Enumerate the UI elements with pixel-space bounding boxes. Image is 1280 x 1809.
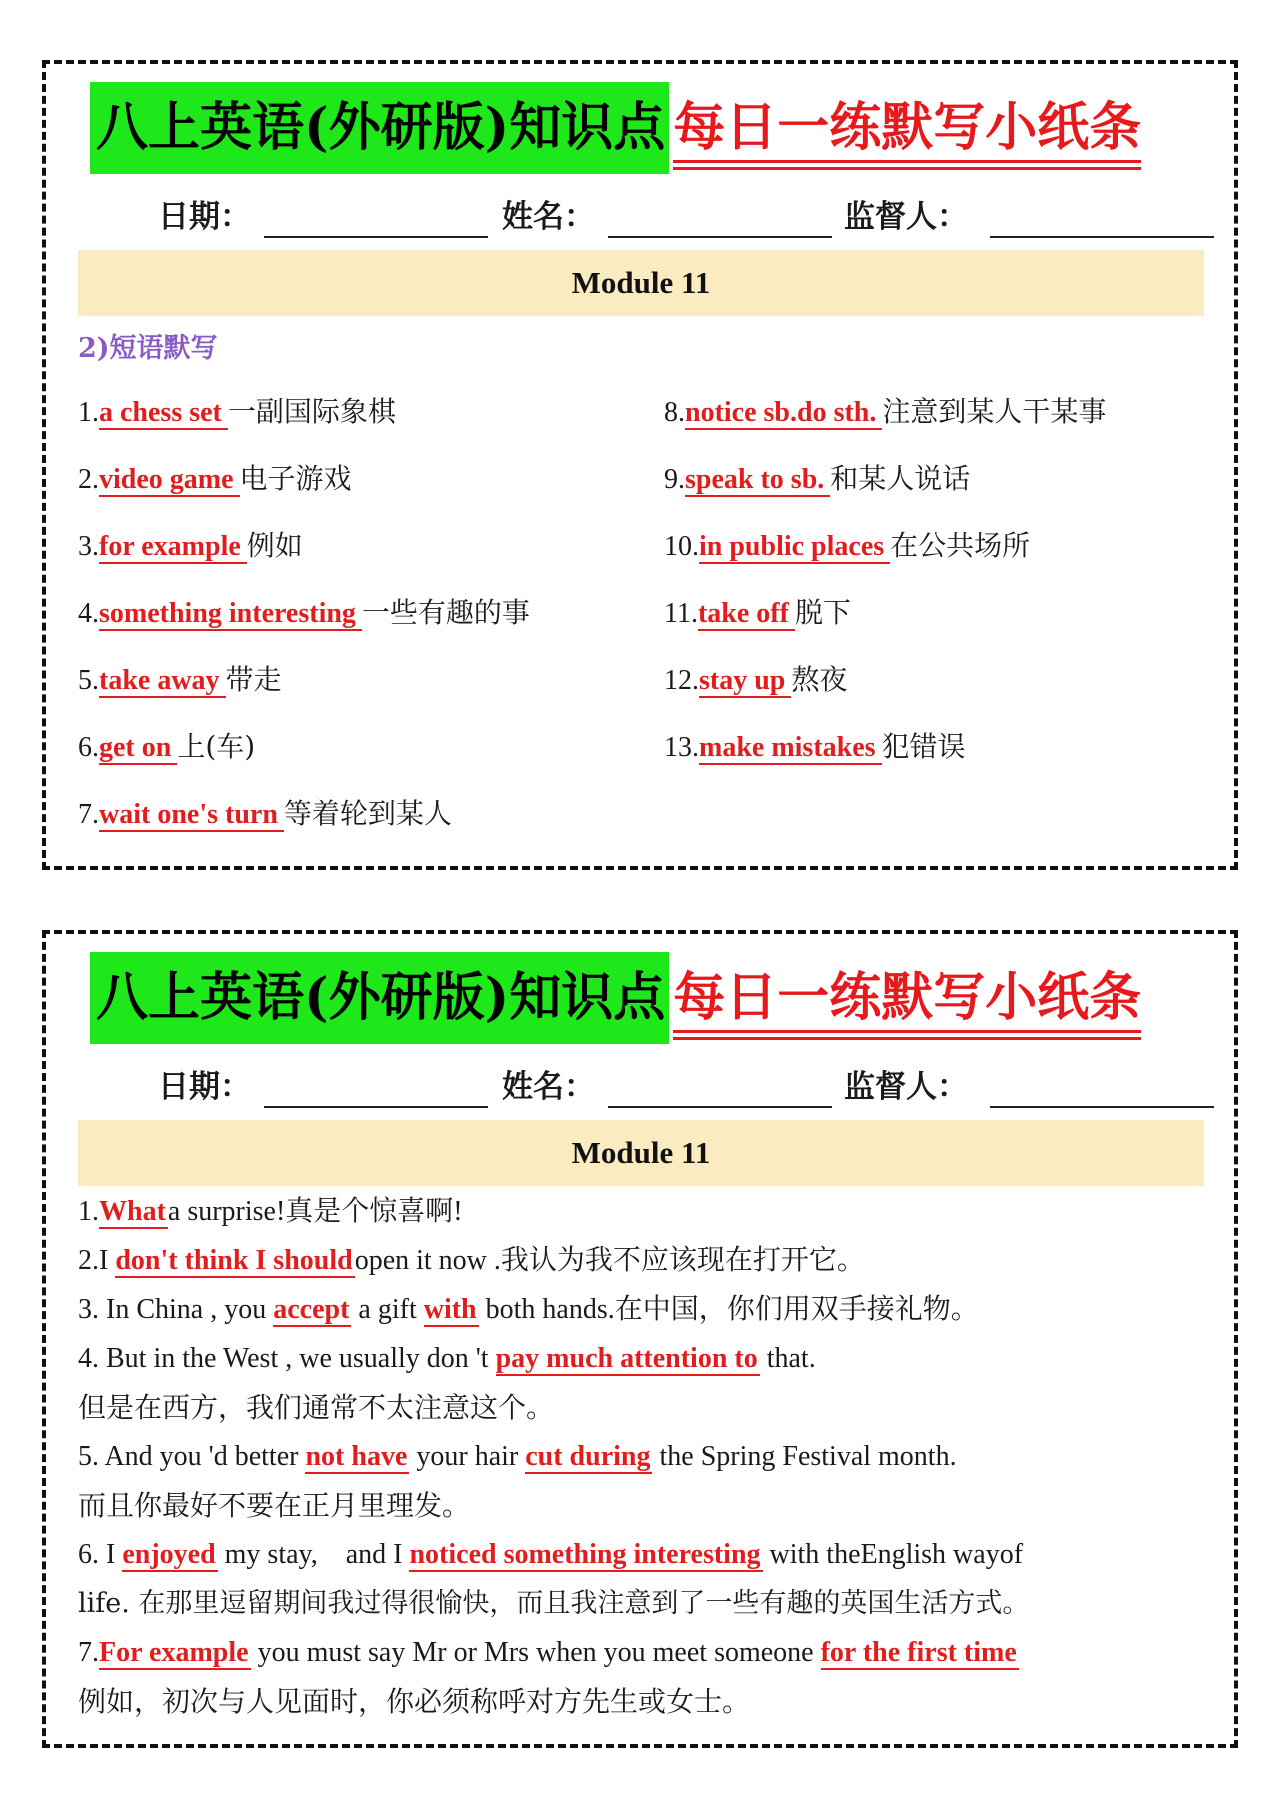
sentence-text: your hair	[409, 1441, 526, 1472]
phrase-meaning: 一些有趣的事	[361, 596, 530, 629]
sentence-text: my stay, and I	[217, 1539, 410, 1570]
section-label: 2)短语默写	[78, 333, 218, 364]
card-title	[90, 82, 1141, 174]
sentence-2	[78, 1241, 865, 1281]
phrase-meaning: 犯错误	[881, 730, 966, 763]
phrase-item	[664, 593, 851, 635]
practice-card-2	[42, 930, 1238, 1748]
sentence-text: that.	[759, 1343, 816, 1374]
sentence-4-translation: 但是在西方，我们通常不太注意这个。	[78, 1391, 555, 1424]
phrase-number: 1.	[78, 397, 99, 428]
phrase-number: 5.	[78, 665, 99, 696]
phrase-meaning: 例如	[246, 529, 303, 562]
name-label: 姓名：	[502, 199, 595, 235]
title-underline	[673, 160, 1141, 163]
sentence-answer: not have	[305, 1441, 408, 1472]
name-field[interactable]	[608, 1106, 832, 1108]
phrase-answer: notice sb.do sth.	[685, 397, 882, 430]
phrase-number: 10.	[664, 531, 699, 562]
card-title	[90, 952, 1141, 1044]
phrase-item	[664, 526, 1030, 568]
phrase-number: 12.	[664, 665, 699, 696]
sentence-answer: with	[423, 1294, 477, 1325]
date-field[interactable]	[264, 236, 488, 238]
phrase-number: 8.	[664, 397, 685, 428]
sentence-text: with theEnglish wayof	[762, 1539, 1024, 1570]
sentence-text: a surprise!真是个惊喜啊!	[167, 1196, 463, 1227]
sentence-answer: cut during	[525, 1441, 651, 1472]
phrase-answer: in public places	[699, 531, 890, 564]
phrase-number: 4.	[78, 598, 99, 629]
sentence-text: a gift	[351, 1294, 424, 1325]
phrase-answer: take off	[698, 598, 795, 631]
title-underline	[673, 1037, 1141, 1040]
phrase-meaning: 脱下	[794, 596, 851, 629]
phrase-answer: make mistakes	[699, 732, 882, 765]
sentence-7	[78, 1633, 1019, 1673]
phrase-answer: stay up	[699, 665, 791, 698]
phrase-number: 9.	[664, 464, 685, 495]
date-label: 日期：	[158, 199, 251, 235]
phrase-item	[664, 459, 970, 501]
phrase-meaning: 带走	[225, 663, 282, 696]
phrase-meaning: 电子游戏	[239, 462, 352, 495]
sentence-text: 7.	[78, 1637, 99, 1668]
supervisor-label: 监督人：	[844, 1069, 968, 1105]
phrase-number: 7.	[78, 799, 99, 830]
info-row	[118, 192, 1218, 242]
phrase-answer: something interesting	[99, 598, 362, 631]
title-red-text: 每日一练默写小纸条	[673, 97, 1142, 158]
phrase-answer: speak to sb.	[685, 464, 830, 497]
sentence-7-translation: 例如，初次与人见面时，你必须称呼对方先生或女士。	[78, 1685, 751, 1718]
name-label: 姓名：	[502, 1069, 595, 1105]
sentence-answer: for the first time	[820, 1637, 1017, 1668]
phrase-item	[664, 660, 847, 702]
supervisor-field[interactable]	[990, 236, 1214, 238]
phrase-number: 6.	[78, 732, 99, 763]
module-heading: Module 11	[78, 250, 1204, 316]
sentence-answer: don't think I should	[115, 1245, 353, 1276]
sentence-answer: pay much attention to	[495, 1343, 758, 1374]
practice-card-1	[42, 60, 1238, 870]
phrase-item	[78, 526, 303, 568]
sentence-text: 1.	[78, 1196, 99, 1227]
phrase-meaning: 注意到某人干某事	[882, 395, 1107, 428]
sentence-3	[78, 1290, 979, 1330]
phrase-item	[78, 727, 255, 769]
phrase-item	[78, 660, 282, 702]
phrase-meaning: 熬夜	[791, 663, 848, 696]
phrase-answer: a chess set	[99, 397, 228, 430]
supervisor-label: 监督人：	[844, 199, 968, 235]
sentence-text: open it now .我认为我不应该现在打开它。	[354, 1245, 865, 1276]
phrase-meaning: 等着轮到某人	[283, 797, 452, 830]
supervisor-field[interactable]	[990, 1106, 1214, 1108]
name-field[interactable]	[608, 236, 832, 238]
phrase-answer: for example	[99, 531, 247, 564]
date-field[interactable]	[264, 1106, 488, 1108]
title-red-text: 每日一练默写小纸条	[673, 967, 1142, 1028]
sentence-text: you must say Mr or Mrs when you meet someone	[250, 1637, 821, 1668]
title-green-part: 八上英语(外研版)知识点	[90, 82, 669, 174]
title-underline	[673, 1030, 1141, 1033]
title-red-part	[669, 82, 1141, 174]
phrase-item	[78, 392, 396, 434]
phrase-number: 13.	[664, 732, 699, 763]
sentence-answer: enjoyed	[122, 1539, 216, 1570]
phrase-number: 2.	[78, 464, 99, 495]
sentence-text: 3. In China , you	[78, 1294, 274, 1325]
phrase-meaning: 上(车)	[177, 730, 256, 763]
sentence-6	[78, 1535, 1023, 1575]
sentence-answer: noticed something interesting	[409, 1539, 761, 1570]
sentence-1	[78, 1192, 463, 1232]
phrase-item	[664, 727, 966, 769]
phrase-meaning: 一副国际象棋	[227, 395, 396, 428]
sentence-answer: For example	[99, 1637, 249, 1668]
sentence-6-continuation: life. 在那里逗留期间我过得很愉快，而且我注意到了一些有趣的英国生活方式。	[78, 1588, 1030, 1619]
title-underline	[673, 167, 1141, 170]
sentence-answer: accept	[273, 1294, 350, 1325]
phrase-number: 11.	[664, 598, 698, 629]
title-green-part: 八上英语(外研版)知识点	[90, 952, 669, 1044]
sentence-5-translation: 而且你最好不要在正月里理发。	[78, 1489, 471, 1522]
sentence-text: 5. And you 'd better	[78, 1441, 306, 1472]
sentence-text: both hands.在中国，你们用双手接礼物。	[478, 1294, 979, 1325]
phrase-answer: get on	[99, 732, 177, 765]
phrase-item	[78, 794, 452, 836]
phrase-item	[664, 392, 1106, 434]
info-row	[118, 1062, 1218, 1112]
phrase-answer: wait one's turn	[99, 799, 284, 832]
phrase-answer: video game	[99, 464, 240, 497]
phrase-item	[78, 593, 530, 635]
phrase-meaning: 和某人说话	[830, 462, 971, 495]
sentence-answer: What	[99, 1196, 166, 1227]
phrase-number: 3.	[78, 531, 99, 562]
sentence-5	[78, 1437, 957, 1477]
phrase-meaning: 在公共场所	[890, 529, 1031, 562]
title-red-part	[669, 952, 1141, 1044]
sentence-text: 2.I	[78, 1245, 116, 1276]
sentence-4	[78, 1339, 816, 1379]
date-label: 日期：	[158, 1069, 251, 1105]
phrase-item	[78, 459, 352, 501]
module-heading: Module 11	[78, 1120, 1204, 1186]
sentence-text: the Spring Festival month.	[652, 1441, 957, 1472]
phrase-answer: take away	[99, 665, 226, 698]
sentence-text: 4. But in the West , we usually don 't	[78, 1343, 496, 1374]
sentence-text: 6. I	[78, 1539, 123, 1570]
